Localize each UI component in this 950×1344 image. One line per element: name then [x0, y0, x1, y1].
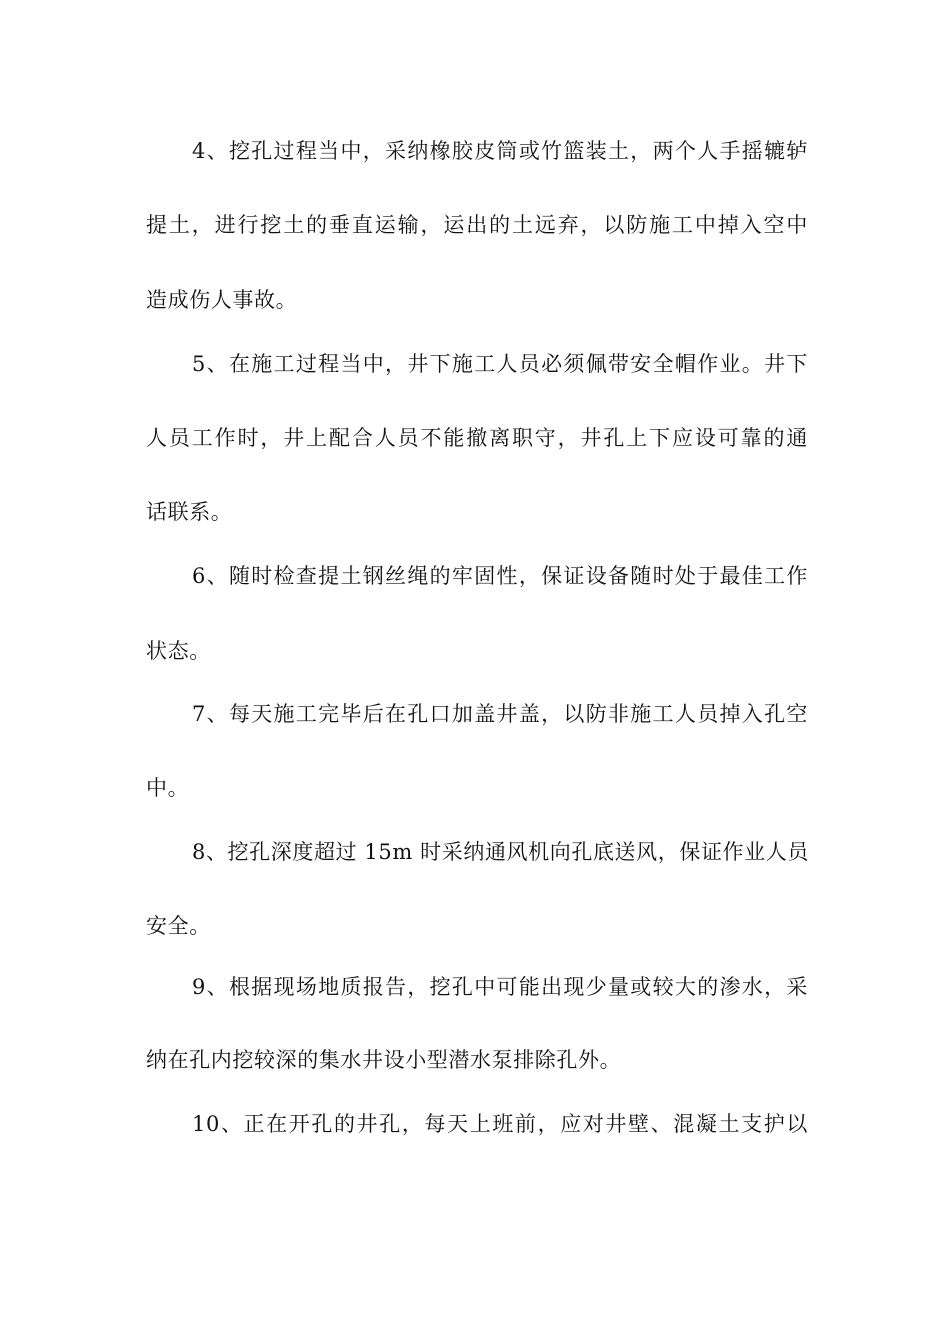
paragraph-8-line-1: 8、挖孔深度超过 15m 时采纳通风机向孔底送风，保证作业人员 — [192, 840, 809, 864]
paragraph-6-line-2: 状态。 — [146, 639, 211, 663]
paragraph-5-line-2: 人员工作时，井上配合人员不能撤离职守，井孔上下应设可靠的通 — [146, 426, 808, 450]
paragraph-7-line-1: 7、每天施工完毕后在孔口加盖井盖，以防非施工人员掉入孔空 — [192, 702, 808, 726]
paragraph-4-line-1: 4、挖孔过程当中，采纳橡胶皮筒或竹篮装土，两个人手摇辘轳 — [192, 139, 808, 163]
paragraph-8-line-2: 安全。 — [146, 914, 211, 938]
paragraph-9-line-2: 纳在孔内挖较深的集水井设小型潜水泵排除孔外。 — [146, 1048, 622, 1072]
paragraph-4-line-2: 提土，进行挖土的垂直运输，运出的土远弃，以防施工中掉入空中 — [146, 213, 808, 237]
paragraph-5-line-1: 5、在施工过程当中，井下施工人员必须佩带安全帽作业。井下 — [192, 352, 808, 376]
paragraph-7-line-2: 中。 — [146, 776, 190, 800]
paragraph-10-line-1: 10、正在开孔的井孔，每天上班前，应对井壁、混凝土支护以 — [192, 1112, 808, 1136]
paragraph-6-line-1: 6、随时检查提土钢丝绳的牢固性，保证设备随时处于最佳工作 — [192, 564, 808, 588]
paragraph-4-line-3: 造成伤人事故。 — [146, 288, 298, 312]
paragraph-9-line-1: 9、根据现场地质报告，挖孔中可能出现少量或较大的渗水，采 — [192, 975, 808, 999]
paragraph-5-line-3: 话联系。 — [146, 500, 233, 524]
